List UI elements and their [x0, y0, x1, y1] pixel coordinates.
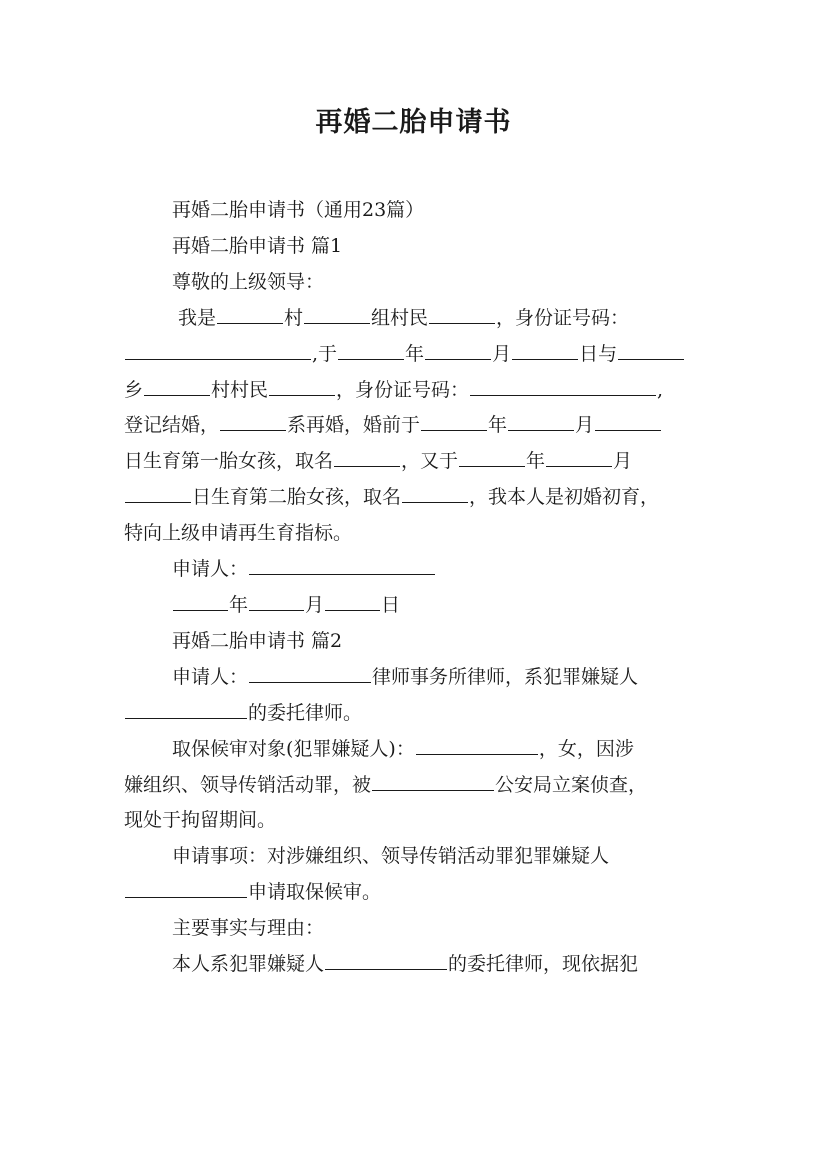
blank-field[interactable]: [144, 394, 210, 396]
page-title: 再婚二胎申请书: [315, 107, 512, 138]
blank-field[interactable]: [512, 358, 578, 360]
blank-field[interactable]: [425, 358, 491, 360]
blank-field[interactable]: [125, 358, 311, 360]
paragraph-line: 申请事项：对涉嫌组织、领导传销活动罪犯罪嫌疑人: [172, 845, 610, 868]
section-heading-1: 再婚二胎申请书 篇1: [172, 234, 343, 257]
blank-field[interactable]: [508, 429, 574, 431]
applicant-line: 申请人：: [124, 552, 704, 588]
paragraph-line: 现处于拘留期间。: [124, 809, 277, 832]
blank-field[interactable]: [470, 394, 656, 396]
blank-field[interactable]: [220, 429, 286, 431]
paragraph-line: 嫌组织、领导传销活动罪，被 公安局立案侦查，: [124, 773, 648, 796]
paragraph-line: ,于 年 月 日与: [124, 337, 704, 373]
blank-field[interactable]: [546, 465, 612, 467]
blank-field[interactable]: [459, 465, 525, 467]
paragraph-line: 的委托律师。: [124, 696, 704, 732]
blank-field[interactable]: [429, 322, 495, 324]
blank-field[interactable]: [421, 429, 487, 431]
blank-field[interactable]: [125, 896, 247, 898]
blank-field[interactable]: [334, 465, 400, 467]
month-blank[interactable]: [249, 609, 304, 611]
blank-field[interactable]: [269, 394, 335, 396]
paragraph-line: 乡 村村民 ，身份证号码： ,: [124, 378, 664, 401]
day-blank[interactable]: [325, 609, 380, 611]
paragraph-heading: 再婚二胎申请书（通用23篇）: [172, 199, 425, 221]
paragraph-line: 日生育第二胎女孩，取名 ，我本人是初婚初育，: [124, 480, 704, 516]
year-blank[interactable]: [173, 609, 228, 611]
blank-field[interactable]: [217, 322, 283, 324]
blank-field[interactable]: [338, 358, 404, 360]
salutation: 尊敬的上级领导：: [172, 270, 325, 293]
blank-field[interactable]: [325, 968, 447, 970]
section-heading-2: 再婚二胎申请书 篇2: [172, 629, 343, 652]
paragraph-line: 申请取保候审。: [124, 875, 704, 911]
blank-field[interactable]: [125, 501, 191, 503]
paragraph-line: 我是 村 组村民 ，身份证号码：: [178, 306, 630, 329]
blank-field[interactable]: [249, 681, 371, 683]
paragraph-line: 取保候审对象(犯罪嫌疑人)： ，女，因涉: [172, 737, 634, 760]
blank-field[interactable]: [304, 322, 370, 324]
paragraph-line: 日生育第一胎女孩，取名 ，又于 年 月: [124, 450, 633, 473]
blank-field[interactable]: [416, 753, 538, 755]
paragraph-line: 本人系犯罪嫌疑人 的委托律师，现依据犯: [172, 953, 639, 976]
blank-field[interactable]: [372, 789, 494, 791]
date-line: 年 月 日: [124, 588, 704, 624]
blank-field[interactable]: [125, 717, 247, 719]
document-body: [124, 193, 704, 983]
paragraph-line: 主要事实与理由：: [172, 917, 325, 940]
blank-field[interactable]: [402, 501, 468, 503]
applicant-blank[interactable]: [249, 573, 435, 575]
paragraph-line: 申请人： 律师事务所律师，系犯罪嫌疑人: [172, 665, 639, 688]
blank-field[interactable]: [618, 358, 684, 360]
blank-field[interactable]: [595, 429, 661, 431]
paragraph-line: 特向上级申请再生育指标。: [124, 522, 353, 545]
paragraph-line: 登记结婚， 系再婚，婚前于 年 月: [124, 408, 704, 444]
